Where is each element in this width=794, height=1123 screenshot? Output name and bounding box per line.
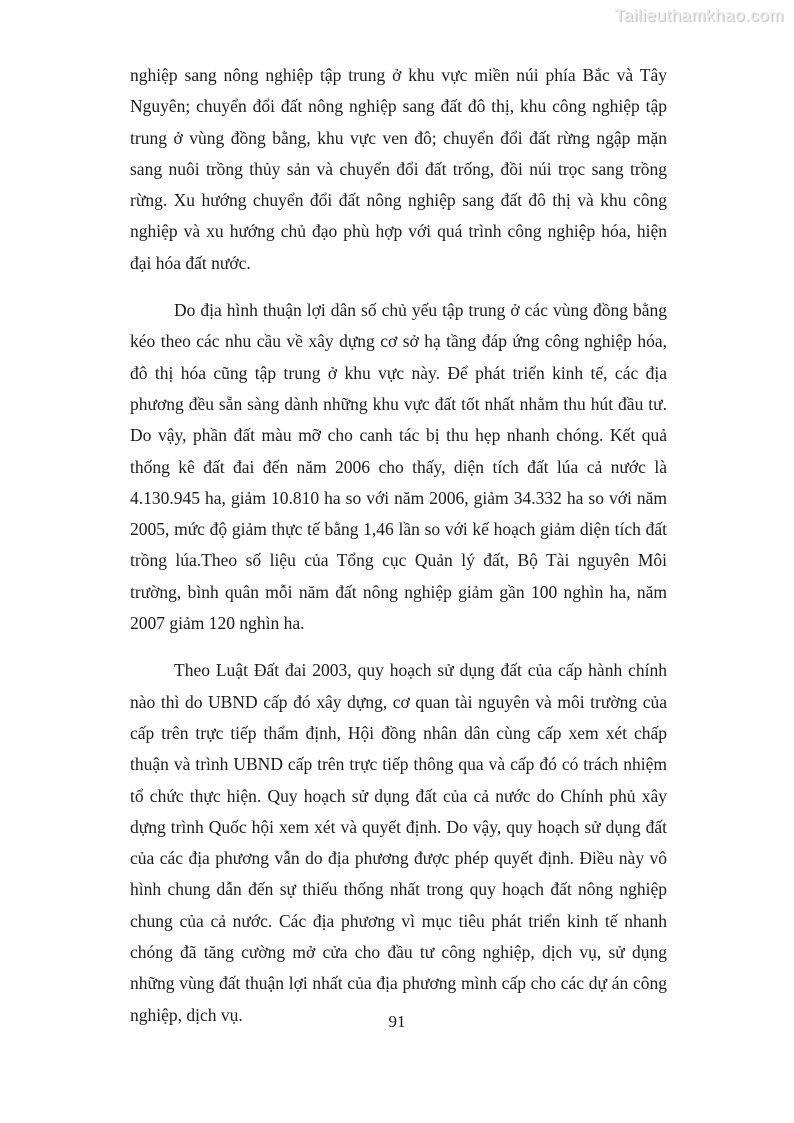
paragraph: Do địa hình thuận lợi dân số chủ yếu tập trung ở các vùng đồng bằng kéo theo các nhu cầu về xây dựng cơ sở hạ tầng đáp ứng công nghiệp hóa, đô thị hóa cũng tập trung ở khu vực này. Để phát triển kinh tế, các địa phương đều sẵn sàng dành những khu vực đất tốt nhất nhằm thu hút đầu tư. Do vậy, phần đất màu mỡ cho canh tác bị thu hẹp nhanh chóng. Kết quả thống kê đất đai đến năm 2006 cho thấy, diện tích đất lúa cả nước là 4.130.945 ha, giảm 10.810 ha so với năm 2006, giảm 34.332 ha so với năm 2005, mức độ giảm thực tế bằng 1,46 lần so với kế hoạch giảm diện tích đất trồng lúa.Theo số liệu của Tổng cục Quản lý đất, Bộ Tài nguyên Môi trường, bình quân mỗi năm đất nông nghiệp giảm gần 100 nghìn ha, năm 2007 giảm 120 nghìn ha. <box>130 300 667 634</box>
document-body <box>130 60 667 1047</box>
paragraph: nghiệp sang nông nghiệp tập trung ở khu vực miền núi phía Bắc và Tây Nguyên; chuyển đổi đất nông nghiệp sang đất đô thị, khu công nghiệp tập trung ở vùng đồng bằng, khu vực ven đô; chuyển đổi đất rừng ngập mặn sang nuôi trồng thủy sản và chuyển đổi đất trống, đồi núi trọc sang trồng rừng. Xu hướng chuyển đổi đất nông nghiệp sang đất đô thị và khu công nghiệp và xu hướng chủ đạo phù hợp với quá trình công nghiệp hóa, hiện đại hóa đất nước. <box>130 65 667 273</box>
page-number: 91 <box>388 1012 406 1031</box>
paragraph: Theo Luật Đất đai 2003, quy hoạch sử dụng đất của cấp hành chính nào thì do UBND cấp đó xây dựng, cơ quan tài nguyên và môi trường của cấp trên trực tiếp thẩm định, Hội đồng nhân dân cùng cấp xem xét chấp thuận và trình UBND cấp trên trực tiếp thông qua và cấp đó có trách nhiệm tổ chức thực hiện. Quy hoạch sử dụng đất của cả nước do Chính phủ xây dựng trình Quốc hội xem xét và quyết định. Do vậy, quy hoạch sử dụng đất của các địa phương vẫn do địa phương được phép quyết định. Điều này vô hình chung dẫn đến sự thiếu thống nhất trong quy hoạch đất nông nghiệp chung của cả nước. Các địa phương vì mục tiêu phát triển kinh tế nhanh chóng đã tăng cường mở cửa cho đầu tư công nghiệp, dịch vụ, sử dụng những vùng đất thuận lợi nhất của địa phương mình cấp cho các dự án công nghiệp, dịch vụ. <box>130 660 667 1025</box>
watermark-text: Tailieuthamkhao.com <box>614 6 784 25</box>
